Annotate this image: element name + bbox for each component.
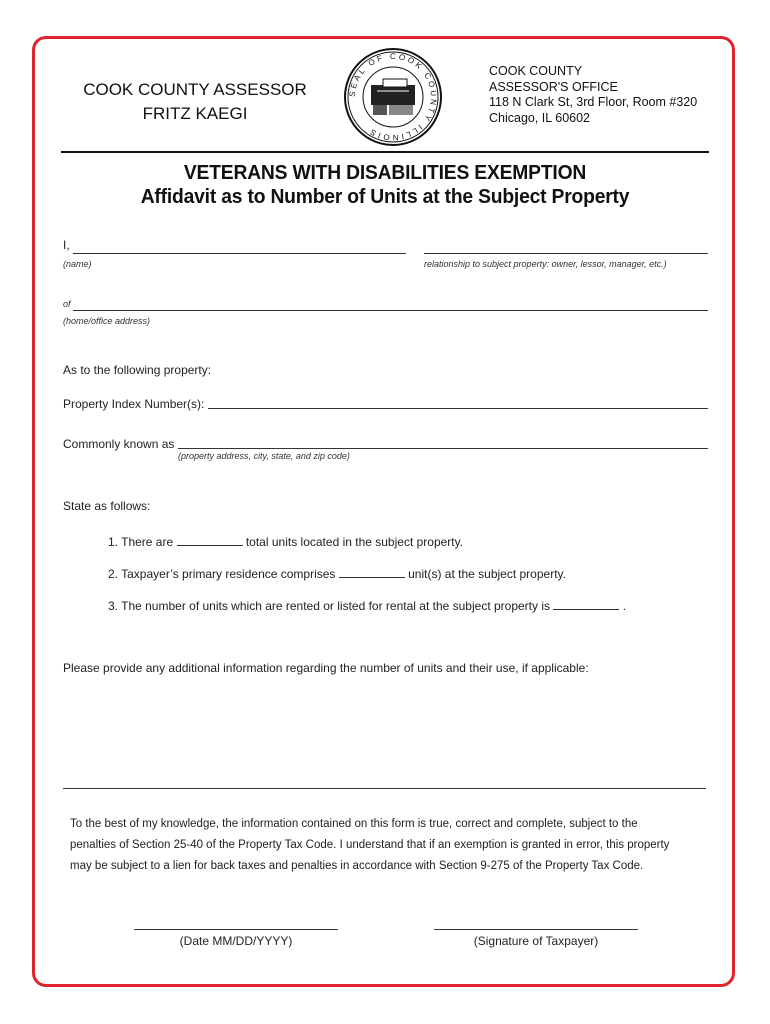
name-field[interactable] bbox=[73, 253, 406, 254]
street-address: 118 N Clark St, 3rd Floor, Room #320 bbox=[489, 95, 698, 109]
statement-1-text-a: 1. There are bbox=[108, 535, 174, 549]
certification-line-3: may be subject to a lien for back taxes and penalties in accordance with Section 9-275 of the Property Tax Code. bbox=[70, 860, 644, 872]
statement-2-text-a: 2. Taxpayer’s primary residence comprises bbox=[108, 567, 336, 581]
pin-label: Property Index Number(s): bbox=[63, 397, 205, 411]
statement-2 bbox=[108, 567, 566, 581]
office-address bbox=[489, 64, 697, 126]
county-seal-logo bbox=[343, 47, 443, 147]
statement-3-text-a: 3. The number of units which are rented or listed for rental at the subject property is bbox=[108, 599, 551, 613]
certification-text bbox=[70, 814, 670, 877]
signature-field[interactable] bbox=[434, 929, 638, 930]
property-address-field[interactable] bbox=[178, 448, 708, 449]
statement-2-text-b: unit(s) at the subject property. bbox=[408, 567, 566, 581]
state-as-follows: State as follows: bbox=[63, 499, 151, 513]
date-field[interactable] bbox=[134, 929, 338, 930]
of-prefix: of bbox=[63, 299, 71, 309]
statement-3 bbox=[108, 599, 626, 613]
header-rule bbox=[61, 151, 709, 153]
svg-text:SEAL OF COOK COUNTY ILLINOIS: SEAL OF COOK COUNTY ILLINOIS bbox=[347, 51, 439, 143]
known-as-label: Commonly known as bbox=[63, 437, 175, 451]
org-name: COOK COUNTY ASSESSOR bbox=[83, 80, 307, 99]
form-subtitle: Affidavit as to Number of Units at the Subject Property bbox=[140, 185, 630, 208]
date-caption: (Date MM/DD/YYYY) bbox=[179, 934, 293, 948]
address-field[interactable] bbox=[73, 310, 708, 311]
city-state-zip: Chicago, IL 60602 bbox=[489, 110, 591, 125]
office-name-line2: ASSESSOR'S OFFICE bbox=[489, 79, 618, 94]
i-prefix: I, bbox=[63, 238, 70, 252]
statement-1-text-b: total units located in the subject property. bbox=[245, 535, 464, 549]
certification-line-1: To the best of my knowledge, the information contained on this form is true, correct and complete, subject to the bbox=[70, 818, 638, 830]
signature-caption: (Signature of Taxpayer) bbox=[473, 934, 599, 948]
office-name-line1: COOK COUNTY bbox=[489, 64, 583, 78]
name-caption: (name) bbox=[63, 259, 92, 269]
form-title: VETERANS WITH DISABILITIES EXEMPTION bbox=[183, 161, 587, 184]
additional-info-prompt: Please provide any additional information regarding the number of units and their use, if applicable: bbox=[63, 661, 589, 675]
total-units-field[interactable] bbox=[177, 535, 243, 546]
relationship-caption: relationship to subject property: owner, lessor, manager, etc.) bbox=[424, 259, 667, 269]
assessor-name: FRITZ KAEGI bbox=[142, 104, 248, 123]
certification-line-2: penalties of Section 25-40 of the Property Tax Code. I understand that if an exemption is granted in error, this property bbox=[70, 839, 670, 851]
as-to-label: As to the following property: bbox=[63, 363, 212, 377]
relationship-field[interactable] bbox=[424, 253, 708, 254]
residence-units-field[interactable] bbox=[339, 567, 405, 578]
pin-field[interactable] bbox=[208, 408, 708, 409]
address-caption: (home/office address) bbox=[63, 316, 151, 326]
rented-units-field[interactable] bbox=[553, 599, 619, 610]
known-as-caption: (property address, city, state, and zip code) bbox=[178, 451, 350, 461]
statement-1 bbox=[108, 535, 463, 549]
additional-info-field[interactable] bbox=[63, 788, 706, 789]
statement-3-text-b: . bbox=[622, 599, 627, 613]
